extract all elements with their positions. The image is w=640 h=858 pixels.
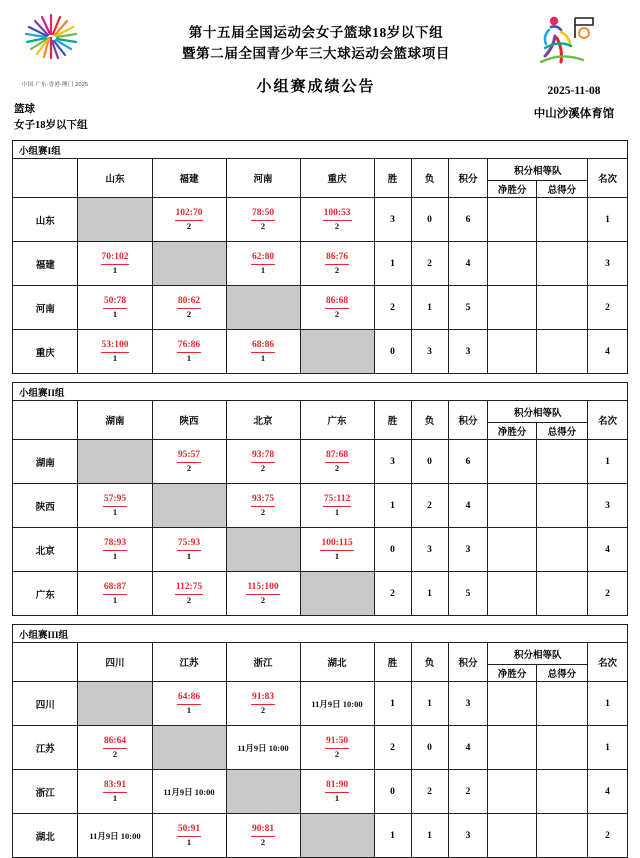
score-value: 86:76 xyxy=(325,253,349,265)
score-value: 102:70 xyxy=(175,209,204,221)
scheduled-cell xyxy=(300,682,374,726)
result-cell xyxy=(226,484,300,528)
result-cell xyxy=(152,528,226,572)
corner-cell xyxy=(13,159,78,198)
win-value: 1 xyxy=(374,682,411,726)
rank-value: 4 xyxy=(588,770,628,814)
group-table xyxy=(12,624,628,858)
title-block xyxy=(114,8,518,96)
self-cell xyxy=(226,528,300,572)
result-cell xyxy=(300,770,374,814)
venue-name: 中山沙溪体育馆 xyxy=(533,108,615,120)
score-value: 75:93 xyxy=(177,539,201,551)
rank-header: 名次 xyxy=(588,159,628,198)
match-points: 2 xyxy=(334,308,340,319)
total-points-value xyxy=(536,198,587,242)
score-value: 83:91 xyxy=(103,781,127,793)
lose-header: 负 xyxy=(411,159,448,198)
table-row xyxy=(13,572,628,616)
result-cell xyxy=(152,814,226,858)
score-value: 57:95 xyxy=(103,495,127,507)
net-points-header: 净胜分 xyxy=(488,665,536,682)
match-points: 1 xyxy=(112,352,118,363)
result-cell xyxy=(300,484,374,528)
points-value: 6 xyxy=(448,440,488,484)
lose-value: 1 xyxy=(411,682,448,726)
points-header: 积分 xyxy=(448,643,488,682)
burst-icon xyxy=(20,12,82,62)
result-cell xyxy=(78,484,152,528)
discipline-labels xyxy=(14,102,88,134)
result-cell xyxy=(300,440,374,484)
total-points-value xyxy=(536,814,587,858)
rank-value: 2 xyxy=(588,814,628,858)
net-points-value xyxy=(488,814,536,858)
total-points-value xyxy=(536,770,587,814)
points-value: 4 xyxy=(448,242,488,286)
opponent-header: 陕西 xyxy=(152,401,226,440)
match-points: 2 xyxy=(260,704,266,715)
event-logo-block xyxy=(10,8,114,88)
win-value: 2 xyxy=(374,726,411,770)
lose-value: 3 xyxy=(411,528,448,572)
table-row xyxy=(13,440,628,484)
result-cell xyxy=(226,682,300,726)
lose-value: 2 xyxy=(411,242,448,286)
lose-value: 0 xyxy=(411,198,448,242)
net-points-value xyxy=(488,484,536,528)
team-name: 陕西 xyxy=(13,484,78,528)
points-value: 3 xyxy=(448,330,488,374)
score-value: 62:80 xyxy=(251,253,275,265)
match-points: 2 xyxy=(334,462,340,473)
title-line-2: 暨第二届全国青少年三大球运动会篮球项目 xyxy=(182,46,450,61)
self-cell xyxy=(226,770,300,814)
opponent-header: 山东 xyxy=(78,159,152,198)
table-row xyxy=(13,198,628,242)
score-value: 81:90 xyxy=(325,781,349,793)
page-title: 小组赛成绩公告 xyxy=(256,79,376,95)
match-points: 2 xyxy=(260,462,266,473)
opponent-header: 福建 xyxy=(152,159,226,198)
win-value: 1 xyxy=(374,484,411,528)
win-value: 0 xyxy=(374,330,411,374)
schedule-time: 11月9日 10:00 xyxy=(237,742,289,753)
score-value: 64:86 xyxy=(177,693,201,705)
net-points-value xyxy=(488,330,536,374)
corner-cell xyxy=(13,401,78,440)
match-points: 2 xyxy=(260,594,266,605)
score-value: 90:81 xyxy=(251,825,275,837)
result-cell xyxy=(78,726,152,770)
self-cell xyxy=(152,726,226,770)
result-cell xyxy=(300,242,374,286)
points-value: 3 xyxy=(448,814,488,858)
group-table xyxy=(12,382,628,616)
rank-value: 1 xyxy=(588,682,628,726)
result-cell xyxy=(152,286,226,330)
rank-header: 名次 xyxy=(588,643,628,682)
win-value: 1 xyxy=(374,242,411,286)
result-cell xyxy=(78,572,152,616)
team-name: 福建 xyxy=(13,242,78,286)
rank-value: 2 xyxy=(588,286,628,330)
score-value: 68:86 xyxy=(251,341,275,353)
result-cell xyxy=(226,242,300,286)
win-header: 胜 xyxy=(374,159,411,198)
schedule-time: 11月9日 10:00 xyxy=(89,830,141,841)
score-value: 50:78 xyxy=(103,297,127,309)
opponent-header: 四川 xyxy=(78,643,152,682)
result-cell xyxy=(300,528,374,572)
points-value: 6 xyxy=(448,198,488,242)
table-row xyxy=(13,682,628,726)
scheduled-cell xyxy=(226,726,300,770)
score-value: 91:83 xyxy=(251,693,275,705)
win-value: 3 xyxy=(374,198,411,242)
lose-value: 2 xyxy=(411,484,448,528)
result-cell xyxy=(152,440,226,484)
lose-value: 1 xyxy=(411,286,448,330)
rank-value: 3 xyxy=(588,484,628,528)
net-points-value xyxy=(488,770,536,814)
table-row xyxy=(13,242,628,286)
team-name: 河南 xyxy=(13,286,78,330)
total-points-value xyxy=(536,528,587,572)
rank-value: 1 xyxy=(588,726,628,770)
total-points-header: 总得分 xyxy=(536,423,587,440)
match-points: 2 xyxy=(260,220,266,231)
opponent-header: 湖南 xyxy=(78,401,152,440)
table-row xyxy=(13,770,628,814)
points-value: 5 xyxy=(448,286,488,330)
team-name: 重庆 xyxy=(13,330,78,374)
net-points-value xyxy=(488,726,536,770)
publish-date: 2025-11-08 xyxy=(547,85,601,97)
team-name: 江苏 xyxy=(13,726,78,770)
match-points: 1 xyxy=(260,264,266,275)
team-name: 四川 xyxy=(13,682,78,726)
total-points-value xyxy=(536,572,587,616)
score-value: 115:100 xyxy=(246,583,279,595)
opponent-header: 江苏 xyxy=(152,643,226,682)
match-points: 1 xyxy=(112,308,118,319)
match-points: 2 xyxy=(260,506,266,517)
rank-value: 4 xyxy=(588,330,628,374)
total-points-header: 总得分 xyxy=(536,181,587,198)
lose-value: 2 xyxy=(411,770,448,814)
lose-header: 负 xyxy=(411,401,448,440)
lose-value: 1 xyxy=(411,572,448,616)
result-cell xyxy=(300,286,374,330)
result-cell xyxy=(300,726,374,770)
rank-value: 1 xyxy=(588,198,628,242)
title-line-1: 第十五届全国运动会女子篮球18岁以下组 xyxy=(188,25,444,40)
result-cell xyxy=(78,330,152,374)
score-value: 53:100 xyxy=(101,341,130,353)
tiebreak-header: 积分相等队 xyxy=(488,401,588,423)
match-points: 2 xyxy=(186,594,192,605)
score-value: 93:75 xyxy=(251,495,275,507)
win-header: 胜 xyxy=(374,401,411,440)
discipline-name: 篮球 xyxy=(14,104,35,115)
self-cell xyxy=(300,814,374,858)
score-value: 91:50 xyxy=(325,737,349,749)
self-cell xyxy=(300,330,374,374)
result-cell xyxy=(226,572,300,616)
opponent-header: 广东 xyxy=(300,401,374,440)
team-name: 湖南 xyxy=(13,440,78,484)
score-value: 50:91 xyxy=(177,825,201,837)
match-points: 2 xyxy=(334,264,340,275)
result-cell xyxy=(226,330,300,374)
net-points-header: 净胜分 xyxy=(488,423,536,440)
lose-header: 负 xyxy=(411,643,448,682)
match-points: 1 xyxy=(112,264,118,275)
result-cell xyxy=(78,770,152,814)
match-points: 2 xyxy=(260,836,266,847)
points-value: 4 xyxy=(448,726,488,770)
group-title: 小组赛I组 xyxy=(13,141,628,159)
result-cell xyxy=(226,440,300,484)
win-header: 胜 xyxy=(374,643,411,682)
rank-value: 4 xyxy=(588,528,628,572)
result-cell xyxy=(226,198,300,242)
result-cell xyxy=(152,682,226,726)
match-points: 1 xyxy=(186,836,192,847)
self-cell xyxy=(78,440,152,484)
table-row xyxy=(13,330,628,374)
score-value: 70:102 xyxy=(101,253,130,265)
match-points: 2 xyxy=(186,462,192,473)
match-points: 1 xyxy=(186,704,192,715)
net-points-header: 净胜分 xyxy=(488,181,536,198)
rank-value: 2 xyxy=(588,572,628,616)
opponent-header: 河南 xyxy=(226,159,300,198)
team-name: 湖北 xyxy=(13,814,78,858)
logo-caption: 中国·广东·香港·澳门 2025 xyxy=(21,82,89,88)
mascot-icon xyxy=(531,12,617,78)
score-value: 80:62 xyxy=(177,297,201,309)
points-value: 3 xyxy=(448,682,488,726)
score-value: 86:64 xyxy=(103,737,127,749)
match-points: 2 xyxy=(186,220,192,231)
mascot-block xyxy=(518,8,630,121)
points-header: 积分 xyxy=(448,159,488,198)
match-points: 1 xyxy=(186,352,192,363)
score-value: 112:75 xyxy=(175,583,203,595)
win-value: 0 xyxy=(374,770,411,814)
match-points: 2 xyxy=(334,220,340,231)
column-header-row xyxy=(13,401,628,423)
groups-container xyxy=(0,140,640,858)
rank-value: 3 xyxy=(588,242,628,286)
result-cell xyxy=(152,572,226,616)
match-points: 1 xyxy=(112,792,118,803)
result-cell xyxy=(152,198,226,242)
lose-value: 0 xyxy=(411,726,448,770)
match-points: 1 xyxy=(334,792,340,803)
table-row xyxy=(13,286,628,330)
group-table xyxy=(12,140,628,374)
team-name: 浙江 xyxy=(13,770,78,814)
category-name: 女子18岁以下组 xyxy=(14,120,88,131)
points-value: 5 xyxy=(448,572,488,616)
total-points-value xyxy=(536,286,587,330)
schedule-time: 11月9日 10:00 xyxy=(311,698,363,709)
lose-value: 3 xyxy=(411,330,448,374)
match-points: 1 xyxy=(334,550,340,561)
win-value: 1 xyxy=(374,814,411,858)
score-value: 86:68 xyxy=(325,297,349,309)
opponent-header: 北京 xyxy=(226,401,300,440)
match-points: 2 xyxy=(186,308,192,319)
self-cell xyxy=(78,682,152,726)
score-value: 68:87 xyxy=(103,583,127,595)
total-points-value xyxy=(536,330,587,374)
table-row xyxy=(13,528,628,572)
table-row xyxy=(13,814,628,858)
result-cell xyxy=(226,814,300,858)
table-row xyxy=(13,726,628,770)
lose-value: 0 xyxy=(411,440,448,484)
points-value: 2 xyxy=(448,770,488,814)
win-value: 2 xyxy=(374,572,411,616)
opponent-header: 重庆 xyxy=(300,159,374,198)
net-points-value xyxy=(488,286,536,330)
lose-value: 1 xyxy=(411,814,448,858)
net-points-value xyxy=(488,440,536,484)
score-value: 100:115 xyxy=(320,539,353,551)
result-cell xyxy=(78,528,152,572)
match-points: 1 xyxy=(334,506,340,517)
self-cell xyxy=(226,286,300,330)
total-points-header: 总得分 xyxy=(536,665,587,682)
self-cell xyxy=(152,242,226,286)
match-points: 1 xyxy=(186,550,192,561)
team-name: 北京 xyxy=(13,528,78,572)
match-points: 2 xyxy=(112,748,118,759)
opponent-header: 浙江 xyxy=(226,643,300,682)
total-points-value xyxy=(536,484,587,528)
self-cell xyxy=(300,572,374,616)
total-points-value xyxy=(536,440,587,484)
column-header-row xyxy=(13,643,628,665)
table-row xyxy=(13,484,628,528)
match-points: 1 xyxy=(112,506,118,517)
total-points-value xyxy=(536,726,587,770)
tiebreak-header: 积分相等队 xyxy=(488,643,588,665)
points-header: 积分 xyxy=(448,401,488,440)
result-cell xyxy=(78,242,152,286)
self-cell xyxy=(78,198,152,242)
scheduled-cell xyxy=(78,814,152,858)
rank-header: 名次 xyxy=(588,401,628,440)
group-title: 小组赛II组 xyxy=(13,383,628,401)
total-points-value xyxy=(536,682,587,726)
net-points-value xyxy=(488,242,536,286)
score-value: 76:86 xyxy=(177,341,201,353)
opponent-header: 湖北 xyxy=(300,643,374,682)
team-name: 山东 xyxy=(13,198,78,242)
result-cell xyxy=(300,198,374,242)
rank-value: 1 xyxy=(588,440,628,484)
match-points: 1 xyxy=(112,550,118,561)
net-points-value xyxy=(488,572,536,616)
self-cell xyxy=(152,484,226,528)
score-value: 75:112 xyxy=(323,495,351,507)
team-name: 广东 xyxy=(13,572,78,616)
tiebreak-header: 积分相等队 xyxy=(488,159,588,181)
total-points-value xyxy=(536,242,587,286)
net-points-value xyxy=(488,528,536,572)
score-value: 95:57 xyxy=(177,451,201,463)
score-value: 78:50 xyxy=(251,209,275,221)
scheduled-cell xyxy=(152,770,226,814)
points-value: 3 xyxy=(448,528,488,572)
score-value: 87:68 xyxy=(325,451,349,463)
win-value: 2 xyxy=(374,286,411,330)
match-points: 1 xyxy=(260,352,266,363)
games-emblem xyxy=(14,10,96,80)
column-header-row xyxy=(13,159,628,181)
score-value: 93:78 xyxy=(251,451,275,463)
match-points: 1 xyxy=(112,594,118,605)
match-points: 2 xyxy=(334,748,340,759)
result-cell xyxy=(78,286,152,330)
net-points-value xyxy=(488,682,536,726)
group-title: 小组赛III组 xyxy=(13,625,628,643)
corner-cell xyxy=(13,643,78,682)
win-value: 0 xyxy=(374,528,411,572)
result-cell xyxy=(152,330,226,374)
net-points-value xyxy=(488,198,536,242)
points-value: 4 xyxy=(448,484,488,528)
page-header xyxy=(0,0,640,140)
score-value: 78:93 xyxy=(103,539,127,551)
schedule-time: 11月9日 10:00 xyxy=(163,786,215,797)
score-value: 100:53 xyxy=(323,209,352,221)
win-value: 3 xyxy=(374,440,411,484)
